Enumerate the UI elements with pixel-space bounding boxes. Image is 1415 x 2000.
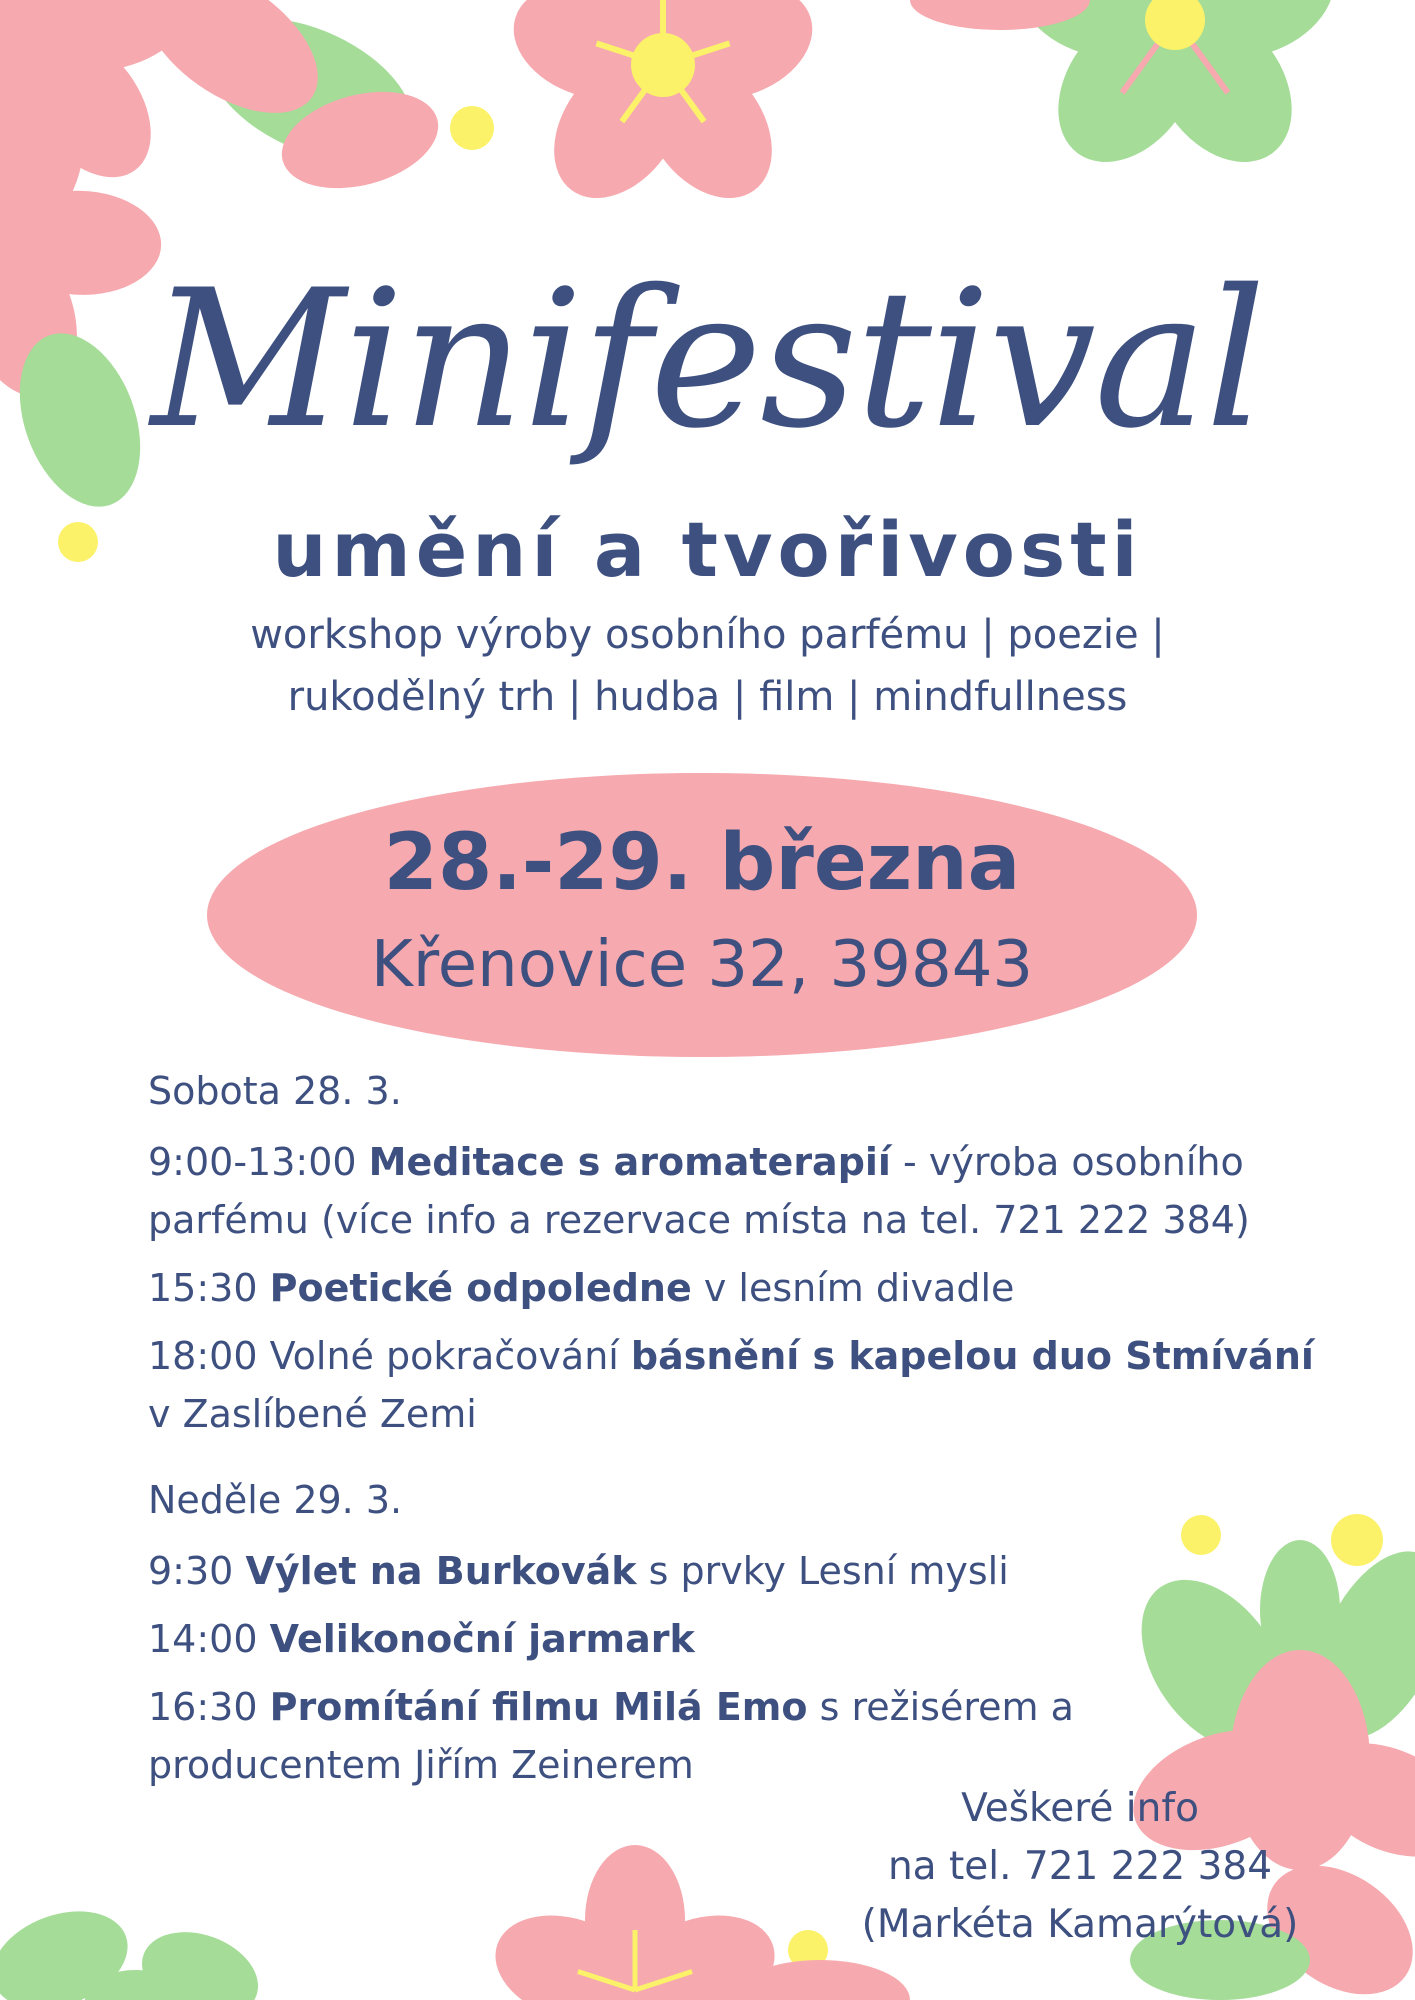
item-description: s prvky Lesní mysli <box>648 1549 1009 1593</box>
item-description: s režisérem a <box>819 1685 1074 1729</box>
contact-phone: na tel. 721 222 384 <box>887 1844 1273 1889</box>
sunday-program <box>148 1474 1348 1794</box>
saturday-heading: Sobota 28. 3. <box>148 1069 402 1113</box>
event-date: 28.-29. března <box>383 818 1021 908</box>
item-time: 18:00 <box>148 1334 258 1378</box>
program-item <box>148 1610 1348 1668</box>
item-description-continued: producentem Jiřím Zeinerem <box>148 1743 694 1787</box>
item-description-continued: parfému (více info a rezervace místa na tel. 721 222 384) <box>148 1198 1250 1242</box>
saturday-program <box>148 1065 1348 1443</box>
sunday-heading: Neděle 29. 3. <box>148 1478 403 1522</box>
activities-line-2: rukodělný trh | hudba | film | mindfullness <box>287 674 1128 720</box>
item-time: 14:00 <box>148 1617 258 1661</box>
program-item <box>148 1327 1348 1443</box>
contact-info <box>820 1780 1340 1954</box>
item-title: Velikonoční jarmark <box>269 1617 695 1661</box>
item-description-continued: v Zaslíbené Zemi <box>148 1392 477 1436</box>
contact-line-1: Veškeré info <box>961 1786 1199 1831</box>
program-item <box>148 1678 1348 1794</box>
item-time: 9:00-13:00 <box>148 1140 357 1184</box>
activities-list <box>180 604 1235 728</box>
program-item <box>148 1133 1348 1249</box>
item-title: Poetické odpoledne <box>269 1266 692 1310</box>
item-time: 16:30 <box>148 1685 258 1729</box>
item-description: Volné pokračování <box>257 1334 631 1378</box>
item-description: v lesním divadle <box>703 1266 1015 1310</box>
item-time: 15:30 <box>148 1266 258 1310</box>
contact-person: (Markéta Kamarýtová) <box>861 1902 1299 1947</box>
program-item <box>148 1259 1348 1317</box>
item-title: Promítání filmu Milá Emo <box>269 1685 808 1729</box>
festival-title: Minifestival <box>150 249 1265 470</box>
activities-line-1: workshop výroby osobního parfému | poezie | <box>250 612 1165 658</box>
item-title: Meditace s aromaterapií <box>368 1140 891 1184</box>
item-description: - výroba osobního <box>903 1140 1244 1184</box>
event-address: Křenovice 32, 39843 <box>370 928 1034 1002</box>
item-title: básnění s kapelou duo Stmívání <box>630 1334 1314 1378</box>
program-item <box>148 1542 1348 1600</box>
festival-subtitle: umění a tvořivosti <box>272 505 1143 594</box>
item-title: Výlet na Burkovák <box>245 1549 637 1593</box>
item-time: 9:30 <box>148 1549 234 1593</box>
